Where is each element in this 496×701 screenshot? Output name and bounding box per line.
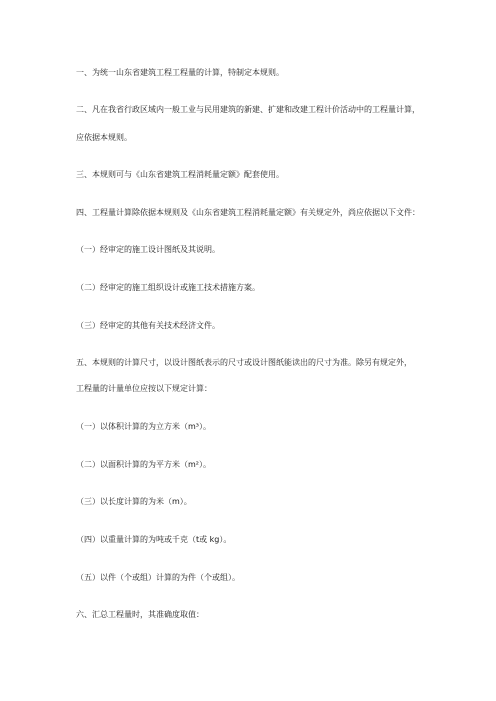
paragraph-6: 六、汇总工程量时，其准确度取值： [76, 610, 204, 619]
item-5-1: （一）以体积计算的为立方米（m³）。 [76, 422, 211, 431]
paragraph-4: 四、工程量计算除依据本规则及《山东省建筑工程消耗量定额》有关规定外，尚应依据以下文件： [76, 208, 420, 217]
paragraph-5-line-2: 工程量的计量单位应按以下规定计算： [76, 384, 212, 393]
item-4-1: （一）经审定的施工设计图纸及其说明。 [76, 245, 220, 254]
paragraph-1: 一、为统一山东省建筑工程工程量的计算，特制定本规则。 [76, 68, 284, 77]
item-5-4: （四）以重量计算的为吨或千克（t或 kg）。 [76, 535, 232, 544]
paragraph-5-line-1: 五、本规则的计算尺寸，以设计图纸表示的尺寸或设计图纸能读出的尺寸为准。除另有规定外， [76, 358, 412, 367]
item-5-5: （五）以件（个或组）计算的为件（个或组）。 [76, 573, 240, 582]
item-5-2: （二）以面积计算的为平方米（m²）。 [76, 460, 211, 469]
paragraph-2-line-1: 二、凡在我省行政区域内一般工业与民用建筑的新建、扩建和改建工程计价活动中的工程量计算， [76, 105, 420, 114]
paragraph-2-line-2: 应依据本规则。 [76, 133, 132, 142]
item-4-3: （三）经审定的其他有关技术经济文件。 [76, 321, 220, 330]
item-5-3: （三）以长度计算的为米（m）。 [76, 497, 192, 506]
paragraph-3: 三、本规则可与《山东省建筑工程消耗量定额》配套使用。 [76, 170, 284, 179]
item-4-2: （二）经审定的施工组织设计或施工技术措施方案。 [76, 283, 260, 292]
